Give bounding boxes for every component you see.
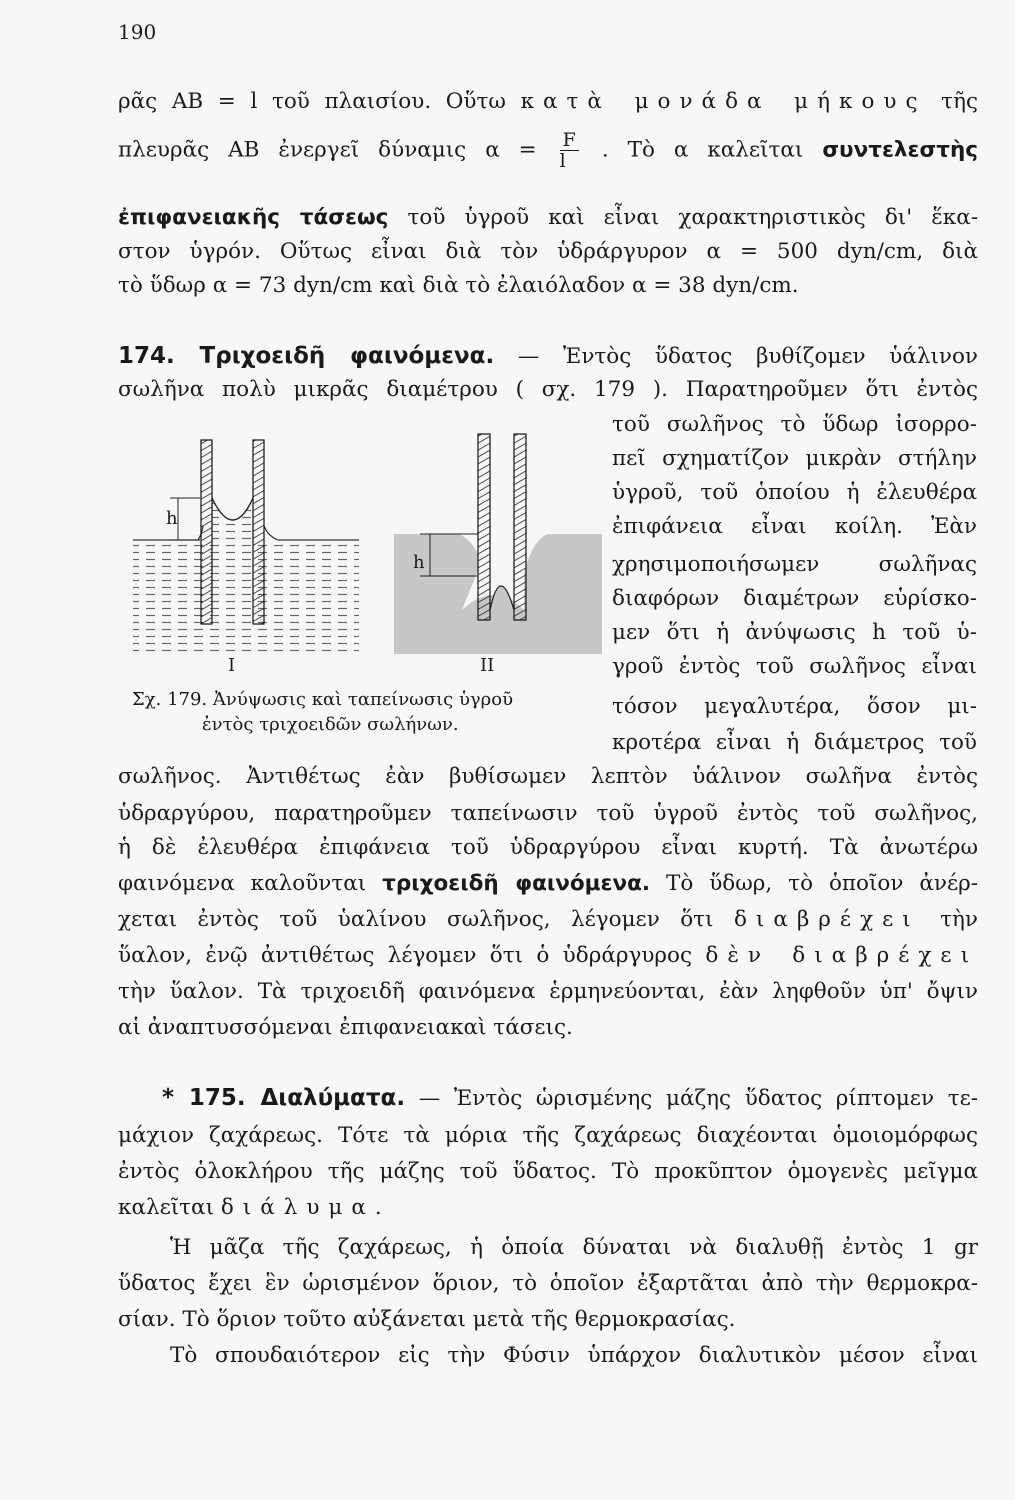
side-text-line: τοῦ σωλῆνος τὸ ὕδωρ ἰσορρο- <box>612 412 977 437</box>
capillary-figure <box>128 430 608 690</box>
text-line: τὸ ὕδωρ α = 73 dyn/cm καὶ διὰ τὸ ἐλαιόλαδον α = 38 dyn/cm. <box>118 273 799 298</box>
side-text-line: χρησιμοποιήσωμεν σωλῆνας <box>612 552 977 577</box>
spaced-text: διάλυμα. <box>220 1195 391 1220</box>
figure-I <box>133 440 359 652</box>
side-text-line: ἐπιφάνεια εἶναι κοίλη. Ἐὰν <box>612 514 977 539</box>
spaced-text: δὲν διαβρέχει <box>705 943 978 968</box>
page-number: 190 <box>118 20 157 44</box>
side-text-line: μεν ὅτι ἡ ἀνύψωσις h τοῦ ὑ- <box>612 620 977 645</box>
figure-label-h: h <box>166 508 178 529</box>
side-text-line: κροτέρα εἶναι ἡ διάμετρος τοῦ <box>612 730 977 755</box>
side-text-line: διαφόρων διαμέτρων εὑρίσκο- <box>612 586 977 611</box>
text-span: — Ἐντὸς ὕδατος βυθίζομεν ὑάλινον <box>517 344 978 369</box>
text-span: χεται ἐντὸς τοῦ ὑαλίνου σωλῆνος, λέγομεν ὅτι <box>118 907 714 932</box>
spaced-text: διαβρέχει <box>733 907 920 932</box>
text-line: σίαν. Τὸ ὅριον τοῦτο αὐξάνεται μετὰ τῆς θερμοκρασίας. <box>118 1307 736 1332</box>
bold-term: συντελεστὴς <box>822 137 978 163</box>
section-heading: 174. Τριχοειδῆ φαινόμενα. <box>118 343 495 369</box>
tube-wall-right <box>514 434 526 620</box>
text-span: ρᾶς ΑΒ = l τοῦ πλαισίου. Οὕτω <box>118 89 506 114</box>
text-span: ὕαλον, ἐνῷ ἀντιθέτως λέγομεν ὅτι ὁ ὑδράργυρος <box>118 943 693 968</box>
text-span: — Ἐντὸς ὡρισμένης μάζης ὕδατος ρίπτομεν τε- <box>418 1086 978 1111</box>
text-span: Τὸ ὕδωρ, τὸ ὁποῖον ἀνέρ- <box>665 871 978 896</box>
text-line <box>118 870 978 898</box>
figure-II <box>394 434 602 654</box>
fraction-numerator: F <box>560 130 579 151</box>
text-span: τὴν <box>940 907 978 932</box>
figure-label-I: I <box>228 655 236 676</box>
text-line <box>118 342 978 371</box>
figure-caption: Σχ. 179. Ἀνύψωσις καὶ ταπείνωσις ὑγροῦ <box>132 689 514 710</box>
text-line <box>162 1084 978 1113</box>
text-line: ὑδραργύρου, παρατηροῦμεν ταπείνωσιν τοῦ ὑγροῦ ἐντὸς τοῦ σωλῆνος, <box>118 801 978 826</box>
tube-wall-left <box>478 434 490 620</box>
text-line: ἡ δὲ ἐλευθέρα ἐπιφάνεια τοῦ ὑδραργύρου εἶναι κυρτή. Τὰ ἀνωτέρω <box>118 835 978 860</box>
side-text-line: πεῖ σχηματίζον μικρὰν στήλην <box>612 446 977 471</box>
side-text-line: τόσον μεγαλυτέρα, ὅσον μι- <box>612 694 977 719</box>
text-line: ἐντὸς ὁλοκλήρου τῆς μάζης τοῦ ὕδατος. Τὸ προκῦπτον ὁμογενὲς μεῖγμα <box>118 1159 978 1184</box>
figure-label-h: h <box>413 552 425 573</box>
text-span: . Τὸ α καλεῖται <box>601 137 804 163</box>
fraction-denominator: l <box>559 150 566 172</box>
text-line: Τὸ σπουδαιότερον εἰς τὴν Φύσιν ὑπάρχον διαλυτικὸν μέσον εἶναι <box>170 1343 978 1368</box>
figure-label-II: II <box>480 655 495 676</box>
text-line <box>118 906 978 934</box>
text-span: τοῦ ὑγροῦ καὶ εἶναι χαρακτηριστικὸς δι' ἕκα- <box>407 205 979 230</box>
text-line: ὕδατος ἔχει ἓν ὡρισμένον ὅριον, τὸ ὁποῖον ἐξαρτᾶται ἀπὸ τὴν θερμοκρα- <box>118 1271 978 1296</box>
text-span: φαινόμενα καλοῦνται <box>118 871 367 896</box>
text-line <box>118 1194 978 1222</box>
bold-term: τριχοειδῆ φαινόμενα. <box>382 871 651 896</box>
text-line: τὴν ὕαλον. Τὰ τριχοειδῆ φαινόμενα ἑρμηνεύονται, ἐὰν ληφθοῦν ὑπ' ὄψιν <box>118 979 978 1004</box>
figure-caption: ἐντὸς τριχοειδῶν σωλήνων. <box>202 714 459 735</box>
text-span: τῆς <box>941 89 978 114</box>
text-line: στον ὑγρόν. Οὕτως εἶναι διὰ τὸν ὑδράργυρον α = 500 dyn/cm, διὰ <box>118 239 978 264</box>
text-line: Ἡ μᾶζα τῆς ζαχάρεως, ἡ ὁποία δύναται νὰ διαλυθῇ ἐντὸς 1 gr <box>170 1235 978 1260</box>
text-line <box>118 88 978 116</box>
water-body <box>133 540 359 652</box>
fraction <box>560 130 579 171</box>
text-line: σωλῆνα πολὺ μικρᾶς διαμέτρου ( σχ. 179 ). Παρατηροῦμεν ὅτι ἐντὸς <box>118 377 978 402</box>
text-span: πλευρᾶς ΑΒ ἐνεργεῖ δύναμις α = <box>118 137 537 163</box>
text-line <box>118 942 978 970</box>
tube-wall-right <box>253 440 264 624</box>
text-line: αἱ ἀναπτυσσόμεναι ἐπιφανειακαὶ τάσεις. <box>118 1015 573 1040</box>
spaced-text: κατὰ μονάδα μήκους <box>520 89 927 114</box>
text-line <box>118 204 978 232</box>
text-span: καλεῖται <box>118 1195 214 1220</box>
side-text-line: ὑγροῦ, τοῦ ὁποίου ἡ ἐλευθέρα <box>612 480 977 505</box>
side-text-line: γροῦ ἐντὸς τοῦ σωλῆνος εἶναι <box>612 654 977 679</box>
text-line <box>118 130 978 171</box>
text-line: μάχιον ζαχάρεως. Τότε τὰ μόρια τῆς ζαχάρεως διαχέονται ὁμοιομόρφως <box>118 1123 978 1148</box>
section-heading: * 175. Διαλύματα. <box>162 1085 406 1111</box>
bold-term: ἐπιφανειακῆς τάσεως <box>118 205 389 230</box>
text-line: σωλῆνος. Ἀντιθέτως ἐὰν βυθίσωμεν λεπτὸν ὑάλινον σωλῆνα ἐντὸς <box>118 764 978 789</box>
tube-wall-left <box>201 440 212 624</box>
